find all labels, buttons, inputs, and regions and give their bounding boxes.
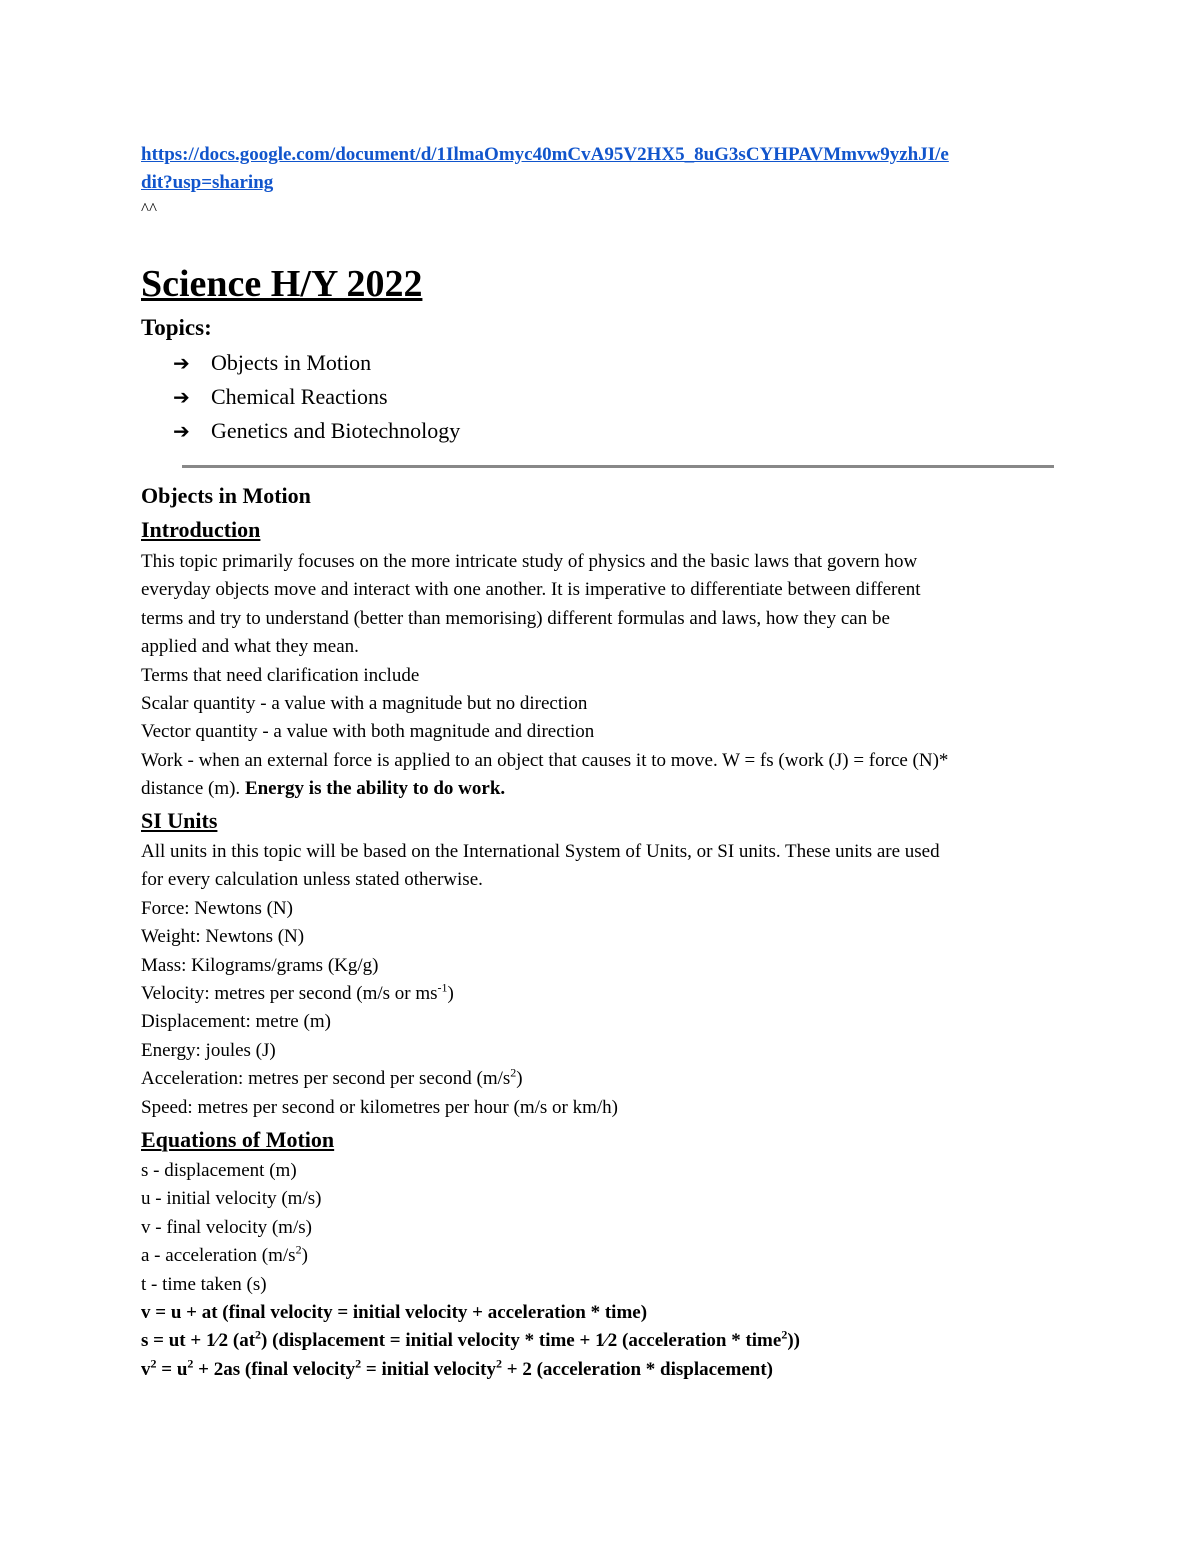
document-title: Science H/Y 2022 (141, 263, 423, 305)
right-arrow-icon: ➔ (173, 419, 190, 443)
caret-note: ^^ (141, 199, 157, 218)
topic-label: Chemical Reactions (211, 384, 388, 409)
superscript: 2 (150, 1356, 157, 1371)
equations-body (141, 1157, 800, 1384)
text-run: ) (301, 1245, 308, 1267)
paragraph-line: everyday objects move and interact with one another. It is imperative to differentiate between different (141, 579, 921, 601)
horizontal-divider (182, 465, 1054, 468)
topic-label: Genetics and Biotechnology (211, 418, 461, 443)
paragraph-line: Weight: Newtons (N) (141, 926, 305, 948)
paragraph-line (141, 775, 948, 803)
equation-3 (141, 1356, 800, 1384)
paragraph-line: terms and try to understand (better than memorising) different formulas and laws, how they can be (141, 607, 890, 629)
equation-2 (141, 1327, 800, 1355)
right-arrow-icon: ➔ (173, 351, 190, 375)
text-run: ) (516, 1068, 523, 1090)
superscript: 2 (510, 1065, 517, 1080)
paragraph-line: Mass: Kilograms/grams (Kg/g) (141, 954, 379, 976)
text-run: = u (156, 1358, 188, 1380)
text-run: v (141, 1358, 151, 1380)
topics-list (173, 346, 460, 448)
introduction-body (141, 548, 948, 804)
superscript: 2 (187, 1356, 194, 1371)
energy-definition: Energy is the ability to do work. (244, 778, 506, 800)
superscript: 2 (295, 1242, 302, 1257)
si-units-heading: SI Units (141, 808, 218, 833)
paragraph-line: Speed: metres per second or kilometres per hour (m/s or km/h) (141, 1096, 618, 1118)
paragraph-line: Scalar quantity - a value with a magnitude but no direction (141, 693, 588, 715)
text-run: a - acceleration (m/s (141, 1245, 296, 1267)
topics-heading: Topics: (141, 315, 212, 340)
section-heading: Objects in Motion (141, 483, 311, 508)
text-run: Velocity: metres per second (m/s or ms (141, 983, 438, 1005)
equations-heading: Equations of Motion (141, 1127, 335, 1152)
variable-line: t - time taken (s) (141, 1273, 267, 1295)
right-arrow-icon: ➔ (173, 385, 190, 409)
text-run: ) (447, 983, 454, 1005)
text-run: + 2as (final velocity (193, 1358, 356, 1380)
paragraph-line: Energy: joules (J) (141, 1039, 276, 1061)
superscript: -1 (437, 980, 448, 995)
text-run: = initial velocity (361, 1358, 497, 1380)
variable-line: v - final velocity (m/s) (141, 1216, 312, 1238)
variable-line (141, 1242, 800, 1270)
paragraph-line: Work - when an external force is applied to an object that causes it to move. W = fs (work (J) = force (N)* (141, 749, 949, 771)
text-run: s = ut + 1⁄2 (at (141, 1330, 256, 1352)
superscript: 2 (496, 1356, 503, 1371)
introduction-heading: Introduction (141, 517, 261, 542)
paragraph-line: All units in this topic will be based on the International System of Units, or SI units. These units are used (141, 841, 940, 862)
variable-line: u - initial velocity (m/s) (141, 1188, 322, 1210)
text-run: Acceleration: metres per second per second (m/s (141, 1068, 511, 1090)
doc-link-line-1[interactable]: https://docs.google.com/document/d/1IlmaOmyc40mCvA95V2HX5_8uG3sCYHPAVMmvw9yzhJI/e (141, 144, 949, 165)
paragraph-line: Terms that need clarification include (141, 664, 420, 686)
paragraph-line: for every calculation unless stated otherwise. (141, 869, 483, 891)
equation-1: v = u + at (final velocity = initial velocity + acceleration * time) (141, 1302, 648, 1324)
paragraph-line: This topic primarily focuses on the more intricate study of physics and the basic laws that govern how (141, 551, 918, 572)
topic-label: Objects in Motion (211, 350, 372, 375)
paragraph-line: Vector quantity - a value with both magnitude and direction (141, 721, 595, 743)
acceleration-unit-line (141, 1065, 940, 1093)
superscript: 2 (255, 1328, 262, 1343)
distance-text: distance (m). (141, 778, 245, 800)
velocity-unit-line (141, 980, 940, 1008)
si-units-body (141, 838, 940, 1122)
paragraph-line: Displacement: metre (m) (141, 1011, 331, 1033)
superscript: 2 (355, 1356, 362, 1371)
variable-line: s - displacement (m) (141, 1160, 297, 1181)
text-run: ) (displacement = initial velocity * time + 1⁄2 (acceleration * time (261, 1330, 782, 1352)
text-run: + 2 (acceleration * displacement) (502, 1358, 773, 1380)
list-item (173, 414, 460, 448)
list-item (173, 380, 460, 414)
superscript: 2 (781, 1328, 788, 1343)
text-run: )) (787, 1330, 800, 1352)
list-item (173, 346, 460, 380)
paragraph-line: applied and what they mean. (141, 636, 359, 658)
paragraph-line: Force: Newtons (N) (141, 897, 293, 919)
doc-link-line-2[interactable]: dit?usp=sharing (141, 172, 274, 193)
